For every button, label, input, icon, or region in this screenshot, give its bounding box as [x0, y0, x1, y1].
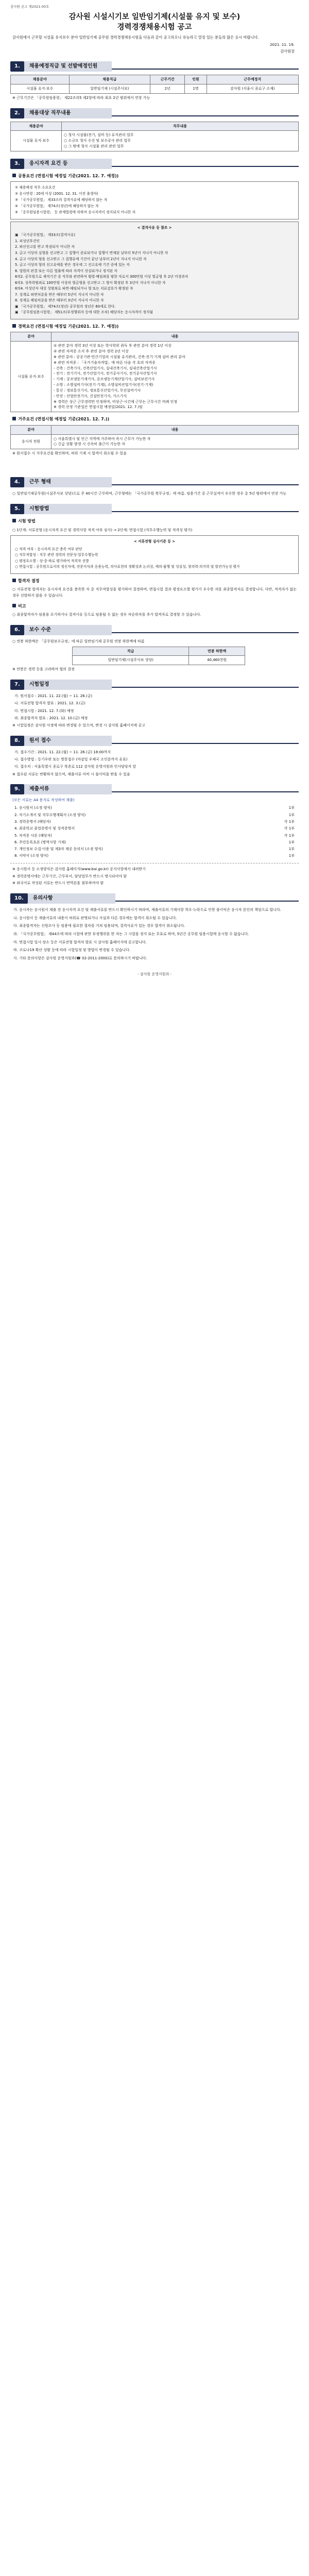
section-number: 3. — [10, 159, 24, 169]
list-item: - 통신 : 정보통신기사, 정보통신산업기사, 무선설비기사 — [54, 388, 141, 393]
common-requirements — [10, 181, 299, 219]
documents-note: ※ 경력증명서에는 근무기간, 근무부서, 담당업무가 반드시 명시되어야 함 — [12, 874, 127, 878]
schedule-note: ※ 시험일정은 감사원 사정에 따라 변경될 수 있으며, 변경 시 감사원 홈페이지에 공고 — [12, 723, 145, 728]
square-bullet-icon — [12, 324, 16, 328]
notice-date: 2021. 11. 19. — [269, 42, 295, 47]
section-number: 10. — [10, 893, 28, 904]
list-item: 6의4. 미성년자 대상 성범죄로 파면·해임되거나 형 또는 치료감호가 확정된 자 — [15, 286, 133, 291]
list-item: 4. 금고 이상의 형을 선고받고 그 집행유예 기간이 끝난 날부터 2년이 지나지 아니한 자 — [15, 257, 147, 261]
documents-subtitle: (모든 서류는 A4 용지로 작성하여 제출) — [12, 798, 75, 803]
schedule-step: 나. 서류전형 합격자 발표 : 2021. 12. 3.(금) — [14, 701, 85, 706]
section-3-header — [10, 159, 299, 169]
section-rule — [112, 682, 299, 688]
section-rule — [112, 479, 299, 485]
section-label: 근무 형태 — [24, 477, 112, 487]
method-text: ○ 1단계: 서류전형 (응시자격 요건 및 경력사항 적격 여부 심사) → 2단계: 면접시험 (직무수행능력 및 적격성 평가) — [12, 528, 193, 532]
list-item: ▣ 「국가공무원법」 제33조(결격사유) — [15, 233, 76, 238]
section-5-header — [10, 504, 299, 514]
list-item: 8. 징계로 해임처분을 받은 때부터 3년이 지나지 아니한 자 — [15, 298, 104, 303]
residence-note: ※ 원서접수 시 거주요건을 확인하며, 허위 기재 시 합격이 취소될 수 있음 — [12, 451, 127, 456]
schedule-step: 라. 최종합격자 발표 : 2021. 12. 10.(금) 예정 — [14, 716, 88, 720]
box-title: < 결격사유 등 참조 > — [137, 225, 172, 230]
square-bullet-icon — [12, 519, 16, 522]
section-10-header — [10, 893, 299, 904]
table-header: 채용직급 — [69, 75, 150, 84]
residence-table — [10, 425, 299, 450]
section-label: 유의사항 — [28, 893, 115, 904]
section-rule — [115, 895, 299, 902]
table-header: 채용분야 — [11, 75, 70, 84]
caution-item: 사. 기타 문의사항은 감사원 운영지원과(☎ 02-2011-2000)로 문의하시기 바랍니다. — [13, 956, 147, 960]
list-item: ※ 관련 자격증 : 「국가기술자격법」에 따른 다음 각 호의 자격증 — [54, 360, 156, 365]
section-number: 2. — [10, 108, 24, 118]
career-table — [10, 332, 299, 412]
table-header: 연봉 하한액 — [189, 647, 245, 656]
table-cell: 시설물 유지·보수 — [11, 342, 52, 412]
table-cell: 1명 — [185, 84, 207, 93]
caution-item: 마. 면접시험 일시·장소 등은 서류전형 합격자 발표 시 감사원 홈페이지에 공고합니다. — [13, 940, 147, 944]
intro-text: 감사원에서 근무할 시설물 유지보수 분야 일반임기제 공무원 경력경쟁채용시험을 다음과 같이 공고하오니 유능하고 열정 있는 분들의 많은 응시 바랍니다. — [12, 35, 259, 40]
document-row: 4. 최종학교 졸업증명서 및 성적증명서 각 1부 — [14, 826, 295, 831]
section-label: 응시자격 요건 등 — [24, 159, 112, 169]
section-rule — [112, 786, 299, 792]
list-item: - 건축 : 건축기사, 건축산업기사, 실내건축기사, 실내건축산업기사 — [54, 366, 157, 370]
documents-note: ※ 외국어로 작성된 서류는 반드시 번역본을 첨부하여야 함 — [12, 881, 104, 886]
list-item: 6의3. 성폭력범죄로 100만원 이상의 벌금형을 선고받고 그 형이 확정된 후 3년이 지나지 아니한 자 — [15, 280, 166, 285]
table-header: 근무예정지 — [207, 75, 299, 84]
section-1-note: ※ 근무기간은 「공무원임용령」 제22조의5 제2항에 따라 최초 2년 범위에서 연장 가능 — [12, 95, 150, 100]
remarks-text: ○ 최종합격자가 임용을 포기하거나 결격사유 등으로 임용될 수 없는 경우 차순위자를 추가 합격자로 결정할 수 있습니다. — [12, 613, 201, 617]
intro-org — [14, 48, 295, 54]
notice-page — [10, 0, 299, 977]
list-item: 3. 금고 이상의 실형을 선고받고 그 집행이 종료되거나 집행이 면제된 날부터 5년이 지나지 아니한 자 — [15, 250, 168, 255]
duty-item: ○ 소규모 청사 수선 및 보수공사 관리 업무 — [64, 139, 131, 143]
caution-item: 바. 코로나19 확산 상황 등에 따라 시험일정 및 방법이 변경될 수 있습니다. — [13, 948, 131, 953]
document-row: 1. 응시원서 (소정 양식) 1부 — [14, 806, 295, 810]
career-list — [52, 342, 299, 412]
section-label: 원서 접수 — [24, 736, 112, 746]
recruit-table — [10, 75, 299, 94]
table-header: 분야 — [11, 425, 52, 434]
section-label: 보수 수준 — [24, 625, 112, 635]
subsection-title: 거주요건 (면접시험 예정일 기준(2021. 12. 7.)) — [12, 416, 299, 422]
table-cell: 시설물 유지·보수 — [11, 131, 62, 151]
table-cell: 응시자 전원 — [11, 434, 52, 449]
list-item: ○ 평정요소별 : 상·중·하로 평가하여 적격자 선발 — [15, 558, 89, 563]
section-label: 제출서류 — [24, 784, 112, 794]
section-number: 8. — [10, 736, 24, 746]
section-number: 6. — [10, 625, 24, 635]
document-row: 2. 자기소개서 및 직무수행계획서 (소정 양식) 1부 — [14, 812, 295, 817]
list-item: ○ 서울특별시 및 인근 지역에 거주하여 즉시 근무가 가능한 자 — [54, 436, 151, 441]
square-bullet-icon — [12, 579, 16, 582]
duty-list — [62, 131, 299, 151]
section-number: 5. — [10, 504, 24, 514]
application-step: 나. 접수방법 : 등기우편 또는 방문접수 (마감일 우체국 소인분까지 유효) — [14, 757, 128, 762]
title-line-1: 감사원 시설시기보 일반임기제(시설물 유지 및 보수) — [68, 13, 241, 22]
list-item: ① 채용예정 직무 소요요건 — [15, 185, 56, 190]
subsection-title: 비고 — [12, 603, 299, 609]
application-note: ※ 접수된 서류는 반환하지 않으며, 제출서류 미비 시 불이익을 받을 수 있음 — [12, 772, 130, 776]
notice-number: 감사원 공고 제2021-00호 — [10, 5, 49, 9]
section-1-header — [10, 61, 299, 72]
duty-table — [10, 122, 299, 151]
caution-item: 다. 최종합격자는 신원조사 등 임용에 필요한 절차를 거쳐 임용되며, 결격사유가 있는 경우 합격이 취소됩니다. — [13, 924, 185, 928]
notice-title — [10, 12, 299, 32]
caution-item: 라. 「국가공무원법」 제44조에 따라 시험에 관한 부정행위를 한 자는 그 시험을 정지 또는 무효로 하며, 5년간 공무원 임용시험에 응시할 수 없습니다. — [13, 932, 249, 936]
list-item: ⑤ 「공무원임용시험령」 등 관계법령에 의하여 응시자격이 정지되지 아니한 자 — [15, 210, 135, 214]
list-item: 6. 법원의 판결 또는 다른 법률에 따라 자격이 상실되거나 정지된 자 — [15, 268, 117, 273]
subsection-title: 시험 방법 — [12, 518, 299, 524]
list-item: ○ 면접시험 : 공무원으로서의 정신자세, 전문지식과 응용능력, 의사표현의 정확성과 논리성, 예의·품행 및 성실성, 창의력·의지력 및 발전가능성 평가 — [15, 565, 240, 569]
list-item: ③ 「국가공무원법」 제33조의 결격사유에 해당하지 않는 자 — [15, 198, 108, 202]
list-item: - 안전 : 산업안전기사, 건설안전기사, 가스기사 — [54, 394, 127, 398]
salary-note: ※ 연봉은 경력 등을 고려하여 협의 결정 — [12, 667, 75, 672]
section-number: 1. — [10, 61, 24, 72]
list-item: ○ 직무적합성 : 직무 관련 경력의 전문성·업무수행능력 — [15, 553, 98, 557]
table-cell: 감사원 (서울시 종로구 소재) — [207, 84, 299, 93]
document-row: 6. 주민등록초본 (병역사항 기재) 1부 — [14, 840, 295, 844]
list-item: - 전기 : 전기기사, 전기산업기사, 전기공사기사, 전기공사산업기사 — [54, 371, 157, 376]
disqualification-box — [10, 222, 299, 319]
list-item: ※ 관련 분야 : 공공기관·민간기업의 시설물 유지관리, 건축·전기·기계 설비 관리 분야 — [54, 354, 185, 359]
table-header: 분야 — [11, 332, 52, 342]
table-header: 내용 — [52, 332, 299, 342]
list-item: ▣ 「국가공무원법」 제74조(정년) 공무원의 정년은 60세로 한다. — [15, 304, 116, 309]
subsection-title: 공통요건 (면접시험 예정일 기준(2021. 12. 7. 예정)) — [12, 173, 299, 179]
list-item: ※ 경력 산정 기준일은 면접시험 예정일(2021. 12. 7.)임 — [54, 405, 143, 410]
list-item: 5. 금고 이상의 형의 선고유예를 받은 경우에 그 선고유예 기간 중에 있는 자 — [15, 263, 130, 267]
document-row: 5. 자격증 사본 (해당자) 각 1부 — [14, 833, 295, 838]
section-9-header — [10, 784, 299, 794]
subsection-title: 경력요건 (면접시험 예정일 기준(2021. 12. 7. 예정)) — [12, 324, 299, 330]
duty-item: ○ 청사 시설물(전기, 설비 등) 유지관리 업무 — [64, 133, 134, 138]
subsection-title: 합격자 결정 — [12, 578, 299, 584]
section-rule — [112, 110, 299, 116]
section-4-header — [10, 477, 299, 487]
screening-criteria-box — [10, 535, 299, 574]
duty-item: ○ 그 밖에 청사 시설물 관리 관련 업무 — [64, 144, 124, 149]
application-step: 가. 접수기간 : 2021. 11. 22.(월) ~ 11. 26.(금) 18:00까지 — [14, 750, 111, 754]
section-label: 채용예정직급 및 선발예정인원 — [24, 61, 112, 72]
schedule-step: 다. 면접시험 : 2021. 12. 7.(화) 예정 — [14, 708, 74, 713]
table-cell: 일반임기제(시설주사보 상당) — [73, 656, 189, 665]
list-item: - 기계 : 공조냉동기계기사, 공조냉동기계산업기사, 설비보전기사 — [54, 377, 155, 382]
residence-list — [52, 434, 299, 449]
list-item: ② 응시연령 : 20세 이상 (2001. 12. 31. 이전 출생자) — [15, 192, 98, 196]
list-item: 1. 피성년후견인 — [15, 239, 40, 243]
section-rule — [112, 63, 299, 70]
table-cell: 40,460천원 — [189, 656, 245, 665]
list-item: ○ 적격 여부 : 응시자격 요건 충족 여부 판단 — [15, 547, 82, 551]
work-type-text: ○ 일반임기제공무원(시설주사보 상당)으로 주 40시간 근무하며, 근무형태는 「국가공무원 복무규정」에 따름. 임용기간 중 근무실적이 우수한 경우 총 5년 범위에서 연장 가능 — [12, 492, 286, 496]
decision-text: ○ 서류전형 합격자는 응시자격 요건을 충족한 자 중 직무적합성을 평가하여 결정하며, 면접시험 결과 평정요소별 평가가 우수한 자를 최종합격자로 결정합니다. 다만, 적격자가 없는 경우 선발하지 않을 수 있습니다. — [12, 587, 297, 598]
list-item: ○ 긴급 상황 발생 시 신속히 출근이 가능한 자 — [54, 442, 125, 447]
list-item: ② 관련 자격증 소지 후 관련 분야 경력 2년 이상 — [54, 349, 129, 354]
section-7-header — [10, 680, 299, 690]
list-item: ※ 경력은 상근 근무경력만 인정하며, 비상근·시간제 근무는 근무시간 비례 인정 — [54, 399, 177, 404]
salary-table — [72, 647, 245, 666]
section-6-header — [10, 625, 299, 635]
section-2-header — [10, 108, 299, 118]
caution-item: 가. 응시자는 응시원서 제출 전 응시자격 요건 및 제출서류를 반드시 확인하시기 바라며, 제출서류의 기재사항 착오·누락으로 인한 불이익은 응시자 본인의 책임으로 합니다. — [13, 908, 281, 912]
document-row: 8. 서약서 (소정 양식) 1부 — [14, 854, 295, 858]
square-bullet-icon — [12, 417, 16, 420]
list-item: - 소방 : 소방설비기사(전기·기계), 소방설비산업기사(전기·기계) — [54, 383, 153, 387]
list-item: ④ 「국가공무원법」 제74조(정년)에 해당하지 않는 자 — [15, 204, 99, 208]
square-bullet-icon — [12, 174, 16, 177]
section-number: 7. — [10, 680, 24, 690]
table-cell: 2년 — [150, 84, 185, 93]
section-label: 채용대상 직무내용 — [24, 108, 112, 118]
section-rule — [112, 161, 299, 167]
documents-note: ※ 응시원서 등 소정양식은 감사원 홈페이지(www.bai.go.kr) 공지사항에서 내려받기 — [12, 867, 146, 871]
intro-date — [14, 42, 295, 47]
section-rule — [112, 627, 299, 633]
section-rule — [112, 738, 299, 744]
list-item: ① 관련 분야 경력 3년 이상 또는 학사학위 취득 후 관련 분야 경력 1년 이상 — [54, 344, 171, 348]
square-bullet-icon — [12, 604, 16, 607]
salary-text: ○ 연봉 하한액은 「공무원보수규정」에 따른 일반임기제 공무원 연봉 하한액에 따름 — [12, 639, 145, 644]
schedule-step: 가. 원서접수 : 2021. 11. 22.(월) ~ 11. 26.(금) — [14, 694, 93, 699]
table-header: 채용분야 — [11, 122, 62, 131]
caution-item: 나. 응시원서 등 제출서류의 내용이 허위로 판명되거나 사실과 다른 경우에는 합격이 취소될 수 있습니다. — [13, 916, 177, 920]
section-label: 시험방법 — [24, 504, 112, 514]
section-label: 시험일정 — [24, 680, 112, 690]
issuer: 감사원장 — [280, 48, 295, 54]
document-row: 3. 경력증명서 (해당자) 각 1부 — [14, 819, 295, 824]
table-cell: 시설물 유지·보수 — [11, 84, 70, 93]
table-header: 직무내용 — [62, 122, 299, 131]
table-header: 내용 — [52, 425, 299, 434]
section-rule — [112, 506, 299, 512]
document-row: 7. 개인정보 수집·이용 및 제3자 제공 동의서 (소정 양식) 1부 — [14, 847, 295, 852]
page-footer: - 감사원 운영지원과 - — [138, 972, 171, 977]
section-number: 4. — [10, 477, 24, 487]
section-number: 9. — [10, 784, 24, 794]
section-8-header — [10, 736, 299, 746]
table-cell: 일반임기제 (시설주사보) — [69, 84, 150, 93]
list-item: 7. 징계로 파면처분을 받은 때부터 5년이 지나지 아니한 자 — [15, 292, 104, 297]
table-header: 인원 — [185, 75, 207, 84]
table-header: 근무기간 — [150, 75, 185, 84]
table-header: 직급 — [73, 647, 189, 656]
box-title: < 서류전형 심사기준 등 > — [134, 539, 175, 544]
application-step: 다. 접수처 : 서울특별시 종로구 북촌로 112 감사원 운영지원과 인사담당자 앞 — [14, 765, 136, 769]
list-item: 2. 파산선고를 받고 복권되지 아니한 자 — [15, 245, 75, 249]
title-line-2: 경력경쟁채용시험 공고 — [117, 23, 192, 31]
list-item: 6의2. 공무원으로 재직기간 중 직무와 관련하여 횡령·배임죄를 범한 자로서 300만원 이상 벌금형 후 2년 미경과자 — [15, 275, 188, 279]
list-item: ▣ 「공무원임용시험령」 제51조(부정행위자 등에 대한 조치) 해당자는 응시자격이 정지됨 — [15, 310, 153, 315]
